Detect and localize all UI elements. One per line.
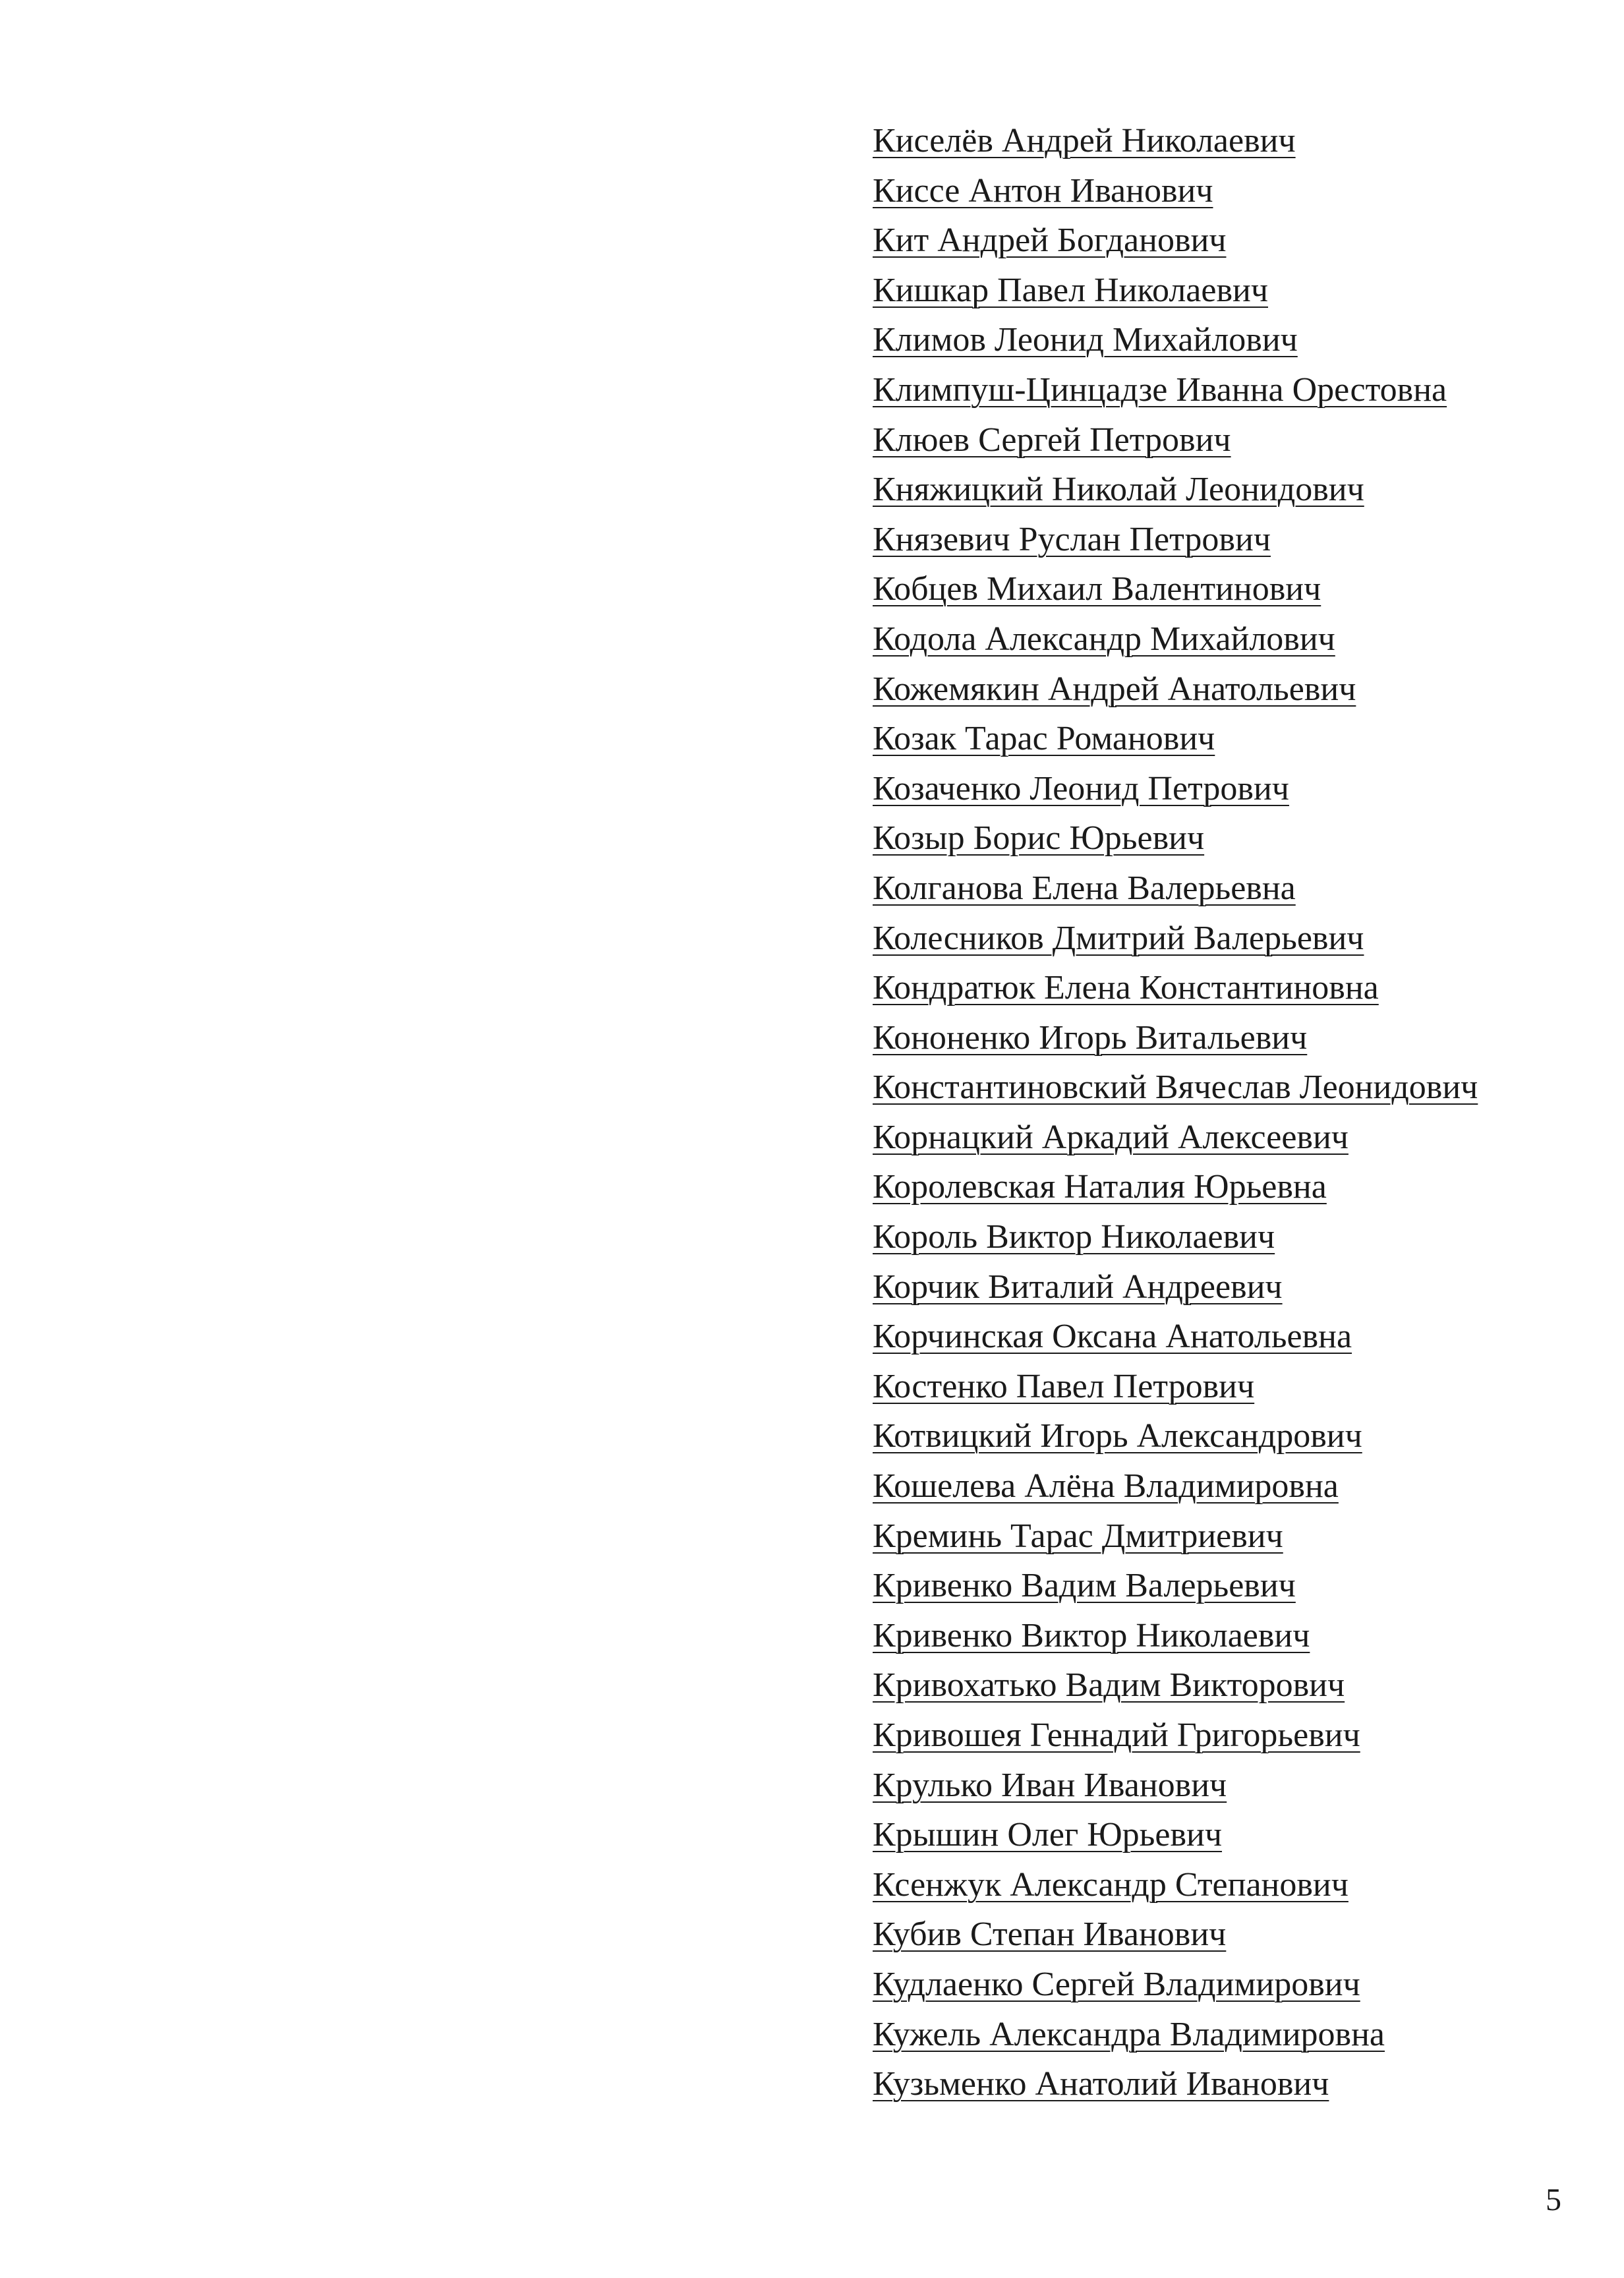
list-item: [873, 1212, 1478, 1262]
name-text: Кривенко Виктор Николаевич: [873, 1616, 1310, 1654]
list-item: [873, 216, 1478, 266]
name-text: Кононенко Игорь Витальевич: [873, 1018, 1308, 1057]
name-text: Климов Леонид Михайлович: [873, 321, 1298, 359]
list-item: [873, 1262, 1478, 1312]
name-text: Королевская Наталия Юрьевна: [873, 1168, 1327, 1206]
list-item: [873, 1362, 1478, 1412]
list-item: [873, 564, 1478, 614]
name-text: Кит Андрей Богданович: [873, 221, 1227, 260]
name-text: Князевич Руслан Петрович: [873, 520, 1271, 558]
list-item: [873, 365, 1478, 415]
list-item: [873, 863, 1478, 914]
name-text: Колесников Дмитрий Валерьевич: [873, 919, 1364, 957]
name-text: Корчинская Оксана Анатольевна: [873, 1318, 1352, 1356]
name-text: Кошелева Алёна Владимировна: [873, 1467, 1339, 1505]
list-item: [873, 2010, 1478, 2060]
list-item: [873, 415, 1478, 465]
list-item: [873, 813, 1478, 863]
list-item: [873, 1461, 1478, 1511]
list-item: [873, 116, 1478, 166]
list-item: [873, 764, 1478, 814]
list-item: [873, 1162, 1478, 1212]
name-text: Корнацкий Аркадий Алексеевич: [873, 1118, 1348, 1156]
page-number: 5: [1546, 2182, 1561, 2217]
list-item: [873, 1312, 1478, 1362]
name-text: Котвицкий Игорь Александрович: [873, 1417, 1362, 1455]
list-item: [873, 914, 1478, 964]
list-item: [873, 515, 1478, 565]
name-text: Кривошея Геннадий Григорьевич: [873, 1716, 1360, 1754]
name-text: Кудлаенко Сергей Владимирович: [873, 1965, 1360, 2003]
name-text: Крулько Иван Иванович: [873, 1766, 1227, 1804]
list-item: [873, 1660, 1478, 1710]
list-item: [873, 1910, 1478, 1960]
list-item: [873, 1511, 1478, 1562]
name-text: Козак Тарас Романович: [873, 720, 1215, 758]
name-text: Климпуш-Цинцадзе Иванна Орестовна: [873, 370, 1447, 409]
list-item: [873, 963, 1478, 1013]
name-text: Колганова Елена Валерьевна: [873, 869, 1296, 907]
list-item: [873, 166, 1478, 216]
list-item: [873, 1113, 1478, 1163]
list-item: [873, 1611, 1478, 1661]
name-text: Козыр Борис Юрьевич: [873, 819, 1205, 858]
name-text: Кужель Александра Владимировна: [873, 2015, 1385, 2053]
name-text: Кобцев Михаил Валентинович: [873, 570, 1321, 608]
name-text: Кривохатько Вадим Викторович: [873, 1666, 1345, 1705]
name-text: Креминь Тарас Дмитриевич: [873, 1517, 1283, 1555]
name-text: Крышин Олег Юрьевич: [873, 1816, 1223, 1854]
name-text: Кишкар Павел Николаевич: [873, 271, 1268, 309]
name-text: Костенко Павел Петрович: [873, 1367, 1255, 1405]
list-item: [873, 1960, 1478, 2010]
name-text: Ксенжук Александр Степанович: [873, 1865, 1348, 1904]
list-item: [873, 1710, 1478, 1761]
list-item: [873, 315, 1478, 365]
name-text: Кубив Степан Иванович: [873, 1915, 1227, 1954]
name-text: Король Виктор Николаевич: [873, 1218, 1275, 1256]
list-item: [873, 714, 1478, 764]
names-list: [873, 116, 1478, 2109]
name-text: Кондратюк Елена Константиновна: [873, 969, 1379, 1007]
list-item: [873, 266, 1478, 316]
list-item: [873, 2059, 1478, 2109]
name-text: Кривенко Вадим Валерьевич: [873, 1567, 1296, 1605]
list-item: [873, 1013, 1478, 1063]
list-item: [873, 1761, 1478, 1811]
name-text: Константиновский Вячеслав Леонидович: [873, 1068, 1478, 1107]
list-item: [873, 1860, 1478, 1910]
name-text: Кожемякин Андрей Анатольевич: [873, 670, 1356, 708]
name-text: Корчик Виталий Андреевич: [873, 1268, 1283, 1306]
name-text: Клюев Сергей Петрович: [873, 421, 1231, 459]
list-item: [873, 1561, 1478, 1611]
list-item: [873, 614, 1478, 664]
name-text: Кодола Александр Михайлович: [873, 620, 1335, 658]
name-text: Кузьменко Анатолий Иванович: [873, 2065, 1329, 2103]
name-text: Киссе Антон Иванович: [873, 171, 1213, 210]
list-item: [873, 1063, 1478, 1113]
name-text: Княжицкий Николай Леонидович: [873, 471, 1364, 509]
name-text: Козаченко Леонид Петрович: [873, 769, 1289, 807]
list-item: [873, 664, 1478, 715]
name-text: Киселёв Андрей Николаевич: [873, 122, 1296, 160]
list-item: [873, 1810, 1478, 1860]
list-item: [873, 465, 1478, 515]
list-item: [873, 1411, 1478, 1461]
